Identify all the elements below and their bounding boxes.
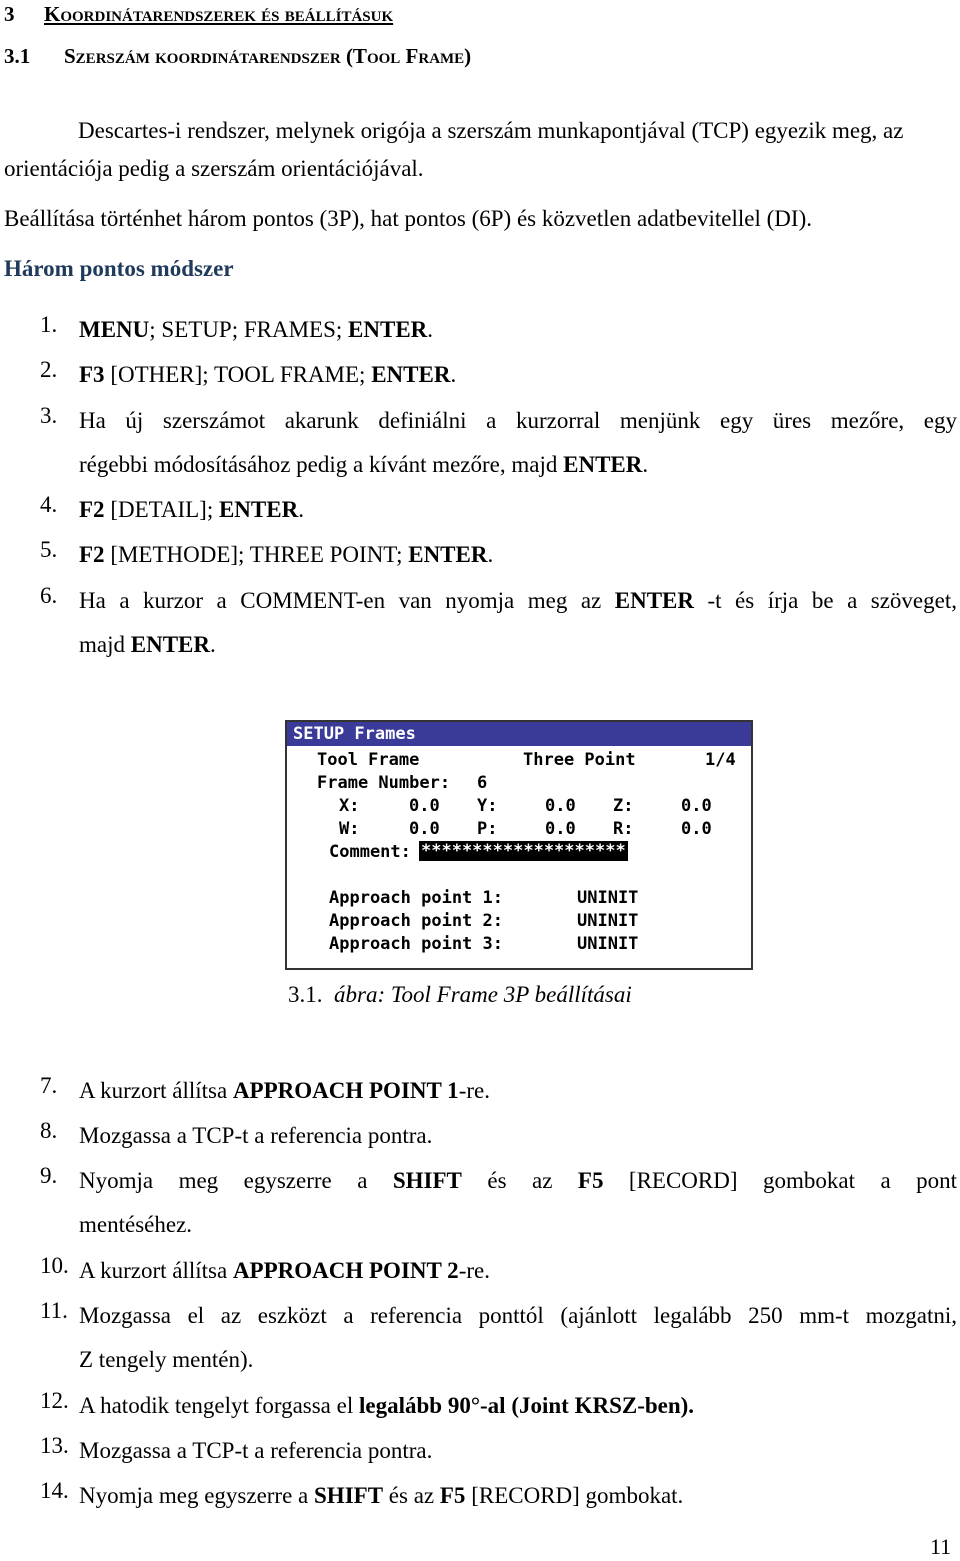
p-label: P: [477,819,498,839]
step-text-line2: Z tengely mentén). [79,1347,254,1372]
section-heading [4,44,471,69]
comment-field[interactable]: ******************** [421,841,626,861]
r-value: 0.0 [681,819,712,839]
step-text-line2: majd ENTER. [79,632,216,657]
frame-number-label: Frame Number: [317,773,451,793]
x-label: X: [339,796,360,816]
step-text-line1: Ha a kurzor a COMMENT-en van nyomja meg az ENTER -t és írja be a szöveget, [79,588,957,613]
step-text-line1: Nyomja meg egyszerre a SHIFT és az F5 [RECORD] gombokat a pont [79,1168,958,1193]
step-text: A kurzort állítsa APPROACH POINT 1-re. [79,1078,490,1103]
step-text-line1: Mozgassa el az eszközt a referencia ponttól (ajánlott legalább 250 mm-t mozgatni, [79,1303,957,1328]
chapter-title: Koordinátarendszerek és beállításuk [44,2,394,26]
method-title: Három pontos módszer [4,256,234,281]
chapter-heading [4,2,393,27]
intro-text: Descartes-i rendszer, melynek origója a szerszám munkapontjával (TCP) egyezik meg, az orientációja pedig a szerszám orientációjával. [4,118,904,181]
method-label: Three Point [523,750,636,770]
step-number: 8. [40,1118,58,1143]
step-number: 7. [40,1073,58,1098]
page-number: 11 [930,1534,952,1559]
section-title: Szerszám koordinátarendszer (Tool Frame) [64,44,472,68]
step-number: 4. [40,492,58,517]
step-number: 14. [40,1478,69,1503]
z-label: Z: [613,796,634,816]
step-text-line2: mentéséhez. [79,1212,193,1237]
approach-point-2-value: UNINIT [577,911,639,931]
r-label: R: [613,819,634,839]
step-number: 3. [40,403,58,428]
x-value: 0.0 [409,796,440,816]
step-text: F2 [DETAIL]; ENTER. [79,497,304,522]
setup-paragraph: Beállítása történhet három pontos (3P), hat pontos (6P) és közvetlen adatbevitellel (DI). [4,206,812,231]
step-number: 6. [40,583,58,608]
comment-label: Comment: [329,842,411,862]
step-text: Mozgassa a TCP-t a referencia pontra. [79,1438,433,1463]
y-label: Y: [477,796,498,816]
approach-point-3-value: UNINIT [577,934,639,954]
chapter-number: 3 [4,2,15,26]
approach-point-2-label[interactable]: Approach point 2: [329,911,503,931]
screen-title: SETUP Frames [293,724,416,744]
step-text: F3 [OTHER]; TOOL FRAME; ENTER. [79,362,457,387]
step-text: MENU; SETUP; FRAMES; ENTER. [79,317,434,342]
frame-type-label: Tool Frame [317,750,420,770]
step-text-line1: Ha új szerszámot akarunk definiálni a kurzorral menjünk egy üres mezőre, egy [79,408,957,433]
y-value: 0.0 [545,796,576,816]
step-text-line2: régebbi módosításához pedig a kívánt mezőre, majd ENTER. [79,452,649,477]
step-number: 2. [40,357,58,382]
screen-title-bar [287,722,751,746]
step-number: 13. [40,1433,69,1458]
step-number: 11. [40,1298,68,1323]
step-number: 1. [40,312,58,337]
figure-caption [288,982,632,1008]
caption-text: ábra: Tool Frame 3P beállításai [334,982,632,1007]
step-text: A hatodik tengelyt forgassa el legalább 90°-al (Joint KRSZ-ben). [79,1393,695,1418]
step-text: F2 [METHODE]; THREE POINT; ENTER. [79,542,494,567]
step-number: 9. [40,1163,58,1188]
step-number: 12. [40,1388,69,1413]
step-text: Mozgassa a TCP-t a referencia pontra. [79,1123,433,1148]
intro-paragraph [4,112,956,188]
step-number: 5. [40,537,58,562]
p-value: 0.0 [545,819,576,839]
caption-number: 3.1. [288,982,323,1007]
w-value: 0.0 [409,819,440,839]
step-text: Nyomja meg egyszerre a SHIFT és az F5 [RECORD] gombokat. [79,1483,684,1508]
w-label: W: [339,819,360,839]
approach-point-1-value: UNINIT [577,888,639,908]
step-number: 10. [40,1253,69,1278]
page-indicator: 1/4 [705,750,736,770]
section-number: 3.1 [4,44,31,68]
setup-frames-screen [285,720,753,970]
z-value: 0.0 [681,796,712,816]
step-text: A kurzort állítsa APPROACH POINT 2-re. [79,1258,490,1283]
approach-point-3-label[interactable]: Approach point 3: [329,934,503,954]
frame-number-value: 6 [477,773,488,793]
approach-point-1-label[interactable]: Approach point 1: [329,888,503,908]
